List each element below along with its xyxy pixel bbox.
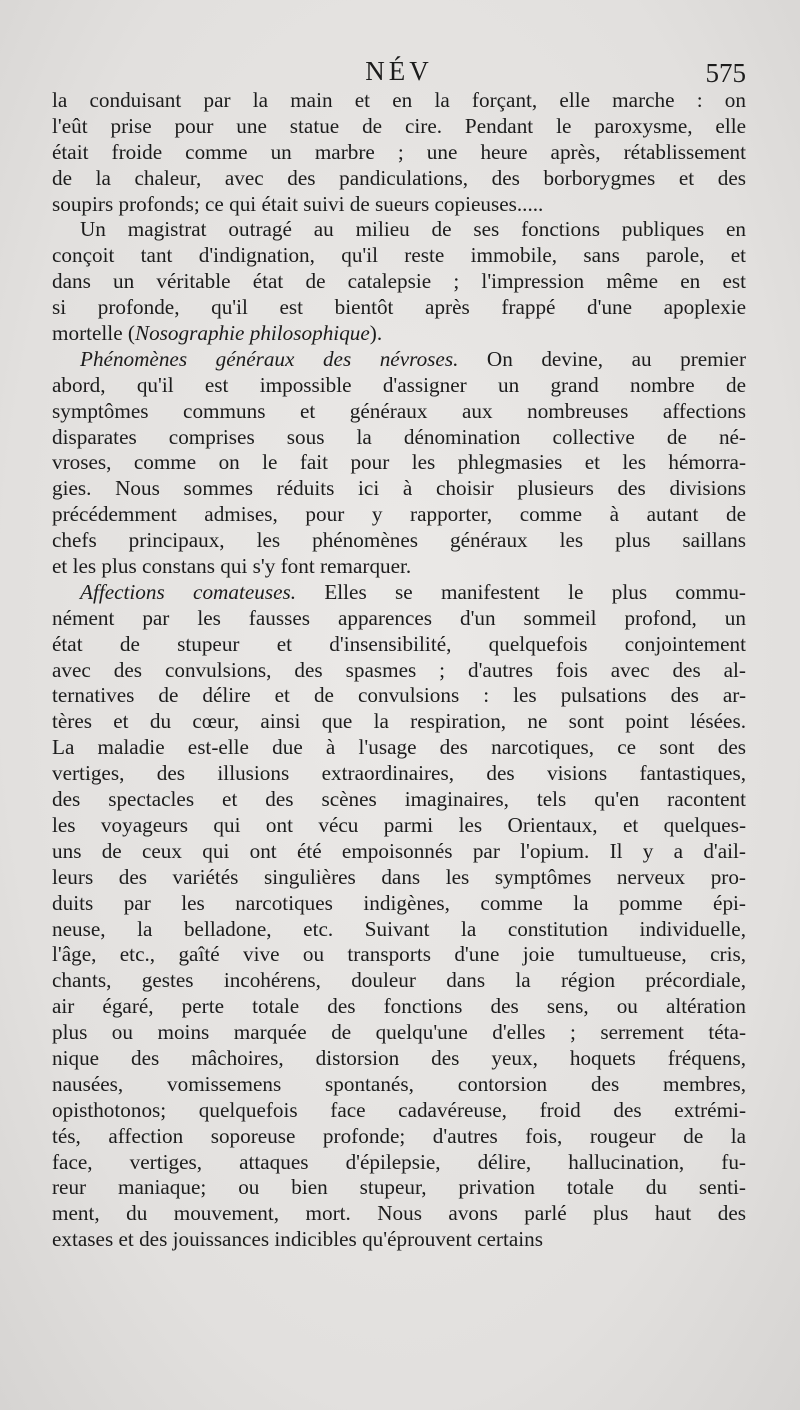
paragraph bbox=[52, 88, 746, 217]
text-line bbox=[52, 839, 746, 865]
text-line bbox=[52, 1201, 746, 1227]
text-segment: air égaré, perte totale des fonctions des sens, ou altération bbox=[52, 994, 746, 1019]
text-segment: Elles se manifestent le plus commu- bbox=[296, 579, 746, 604]
text-line bbox=[52, 1150, 746, 1176]
text-line bbox=[52, 1098, 746, 1124]
text-line bbox=[52, 114, 746, 140]
text-line bbox=[52, 1227, 746, 1253]
text-segment: Un magistrat outragé au milieu de ses fonctions publiques en bbox=[80, 217, 746, 242]
text-segment: leurs des variétés singulières dans les symptômes nerveux pro- bbox=[52, 864, 746, 889]
paragraph bbox=[52, 217, 746, 346]
text-segment: tères et du cœur, ainsi que la respiration, ne sont point lésées. bbox=[52, 709, 746, 734]
text-segment: chants, gestes incohérens, douleur dans la région précordiale, bbox=[52, 968, 746, 993]
text-line bbox=[52, 347, 746, 373]
running-head: NÉV bbox=[365, 56, 433, 86]
italic-text: Phénomènes généraux des névroses. bbox=[80, 346, 459, 371]
text-segment: état de stupeur et d'insensibilité, quelquefois conjointement bbox=[52, 631, 746, 656]
text-line bbox=[52, 942, 746, 968]
text-line bbox=[52, 1175, 746, 1201]
text-line bbox=[52, 761, 746, 787]
text-line bbox=[52, 813, 746, 839]
text-segment: nique des mâchoires, distorsion des yeux, hoquets fréquens, bbox=[52, 1045, 746, 1070]
text-segment: uns de ceux qui ont été empoisonnés par l'opium. Il y a d'ail- bbox=[52, 838, 746, 863]
text-line bbox=[52, 994, 746, 1020]
text-line bbox=[52, 1046, 746, 1072]
text-segment: chefs principaux, les phénomènes généraux les plus saillans bbox=[52, 528, 746, 553]
text-segment: extases et des jouissances indicibles qu'éprouvent certains bbox=[52, 1227, 543, 1252]
text-segment: avec des convulsions, des spasmes ; d'autres fois avec des al- bbox=[52, 657, 746, 682]
text-segment: mortelle ( bbox=[52, 321, 135, 346]
text-segment: abord, qu'il est impossible d'assigner un grand nombre de bbox=[52, 372, 746, 397]
text-segment: si profonde, qu'il est bientôt après frappé d'une apoplexie bbox=[52, 295, 746, 320]
text-segment: face, vertiges, attaques d'épilepsie, délire, hallucination, fu- bbox=[52, 1149, 746, 1174]
text-line bbox=[52, 580, 746, 606]
text-line bbox=[52, 450, 746, 476]
text-segment: vertiges, des illusions extraordinaires, des visions fantastiques, bbox=[52, 761, 746, 786]
text-segment: La maladie est-elle due à l'usage des narcotiques, ce sont des bbox=[52, 735, 746, 760]
text-segment: nément par les fausses apparences d'un sommeil profond, un bbox=[52, 605, 746, 630]
body-text bbox=[52, 88, 746, 1253]
text-line bbox=[52, 88, 746, 114]
text-segment: l'eût prise pour une statue de cire. Pendant le paroxysme, elle bbox=[52, 113, 746, 138]
page-number: 575 bbox=[705, 58, 746, 88]
text-line bbox=[52, 166, 746, 192]
text-segment: conçoit tant d'indignation, qu'il reste immobile, sans parole, et bbox=[52, 243, 746, 268]
text-line bbox=[52, 502, 746, 528]
text-segment: les voyageurs qui ont vécu parmi les Orientaux, et quelques- bbox=[52, 812, 746, 837]
text-line bbox=[52, 683, 746, 709]
text-segment: tés, affection soporeuse profonde; d'autres fois, rougeur de la bbox=[52, 1123, 746, 1148]
text-segment: gies. Nous sommes réduits ici à choisir plusieurs des divisions bbox=[52, 476, 746, 501]
text-line bbox=[52, 658, 746, 684]
text-line bbox=[52, 865, 746, 891]
text-segment: vroses, comme on le fait pour les phlegmasies et les hémorra- bbox=[52, 450, 746, 475]
text-line bbox=[52, 243, 746, 269]
text-line bbox=[52, 606, 746, 632]
text-line bbox=[52, 787, 746, 813]
text-line bbox=[52, 217, 746, 243]
text-line bbox=[52, 709, 746, 735]
text-segment: ternatives de délire et de convulsions : les pulsations des ar- bbox=[52, 683, 746, 708]
text-segment: On devine, au premier bbox=[458, 346, 746, 371]
text-segment: était froide comme un marbre ; une heure après, rétablissement bbox=[52, 139, 746, 164]
text-line bbox=[52, 1124, 746, 1150]
text-line bbox=[52, 269, 746, 295]
text-segment: et les plus constans qui s'y font remarquer. bbox=[52, 554, 412, 579]
text-line bbox=[52, 425, 746, 451]
text-line bbox=[52, 554, 746, 580]
text-line bbox=[52, 192, 746, 218]
text-segment: disparates comprises sous la dénomination collective de né- bbox=[52, 424, 746, 449]
text-line bbox=[52, 528, 746, 554]
text-line bbox=[52, 321, 746, 347]
text-segment: l'âge, etc., gaîté vive ou transports d'une joie tumultueuse, cris, bbox=[52, 942, 746, 967]
text-line bbox=[52, 968, 746, 994]
text-line bbox=[52, 295, 746, 321]
text-segment: précédemment admises, pour y rapporter, comme à autant de bbox=[52, 502, 746, 527]
text-segment: soupirs profonds; ce qui était suivi de sueurs copieuses..... bbox=[52, 191, 544, 216]
text-line bbox=[52, 399, 746, 425]
italic-text: Affections comateuses. bbox=[80, 579, 297, 604]
italic-text: Nosographie philosophique bbox=[134, 321, 370, 346]
text-segment: opisthotonos; quelquefois face cadavéreuse, froid des extrémi- bbox=[52, 1097, 746, 1122]
paragraph bbox=[52, 347, 746, 580]
text-line bbox=[52, 891, 746, 917]
text-line bbox=[52, 476, 746, 502]
text-segment: duits par les narcotiques indigènes, comme la pomme épi- bbox=[52, 890, 746, 915]
text-segment: des spectacles et des scènes imaginaires, tels qu'en racontent bbox=[52, 787, 746, 812]
text-segment: ). bbox=[369, 321, 383, 346]
text-line bbox=[52, 917, 746, 943]
text-line bbox=[52, 1020, 746, 1046]
text-line bbox=[52, 140, 746, 166]
paragraph bbox=[52, 580, 746, 1253]
text-segment: reur maniaque; ou bien stupeur, privation totale du senti- bbox=[52, 1175, 746, 1200]
text-segment: ment, du mouvement, mort. Nous avons parlé plus haut des bbox=[52, 1201, 746, 1226]
text-segment: plus ou moins marquée de quelqu'une d'elles ; serrement téta- bbox=[52, 1020, 746, 1045]
text-line bbox=[52, 632, 746, 658]
text-segment: de la chaleur, avec des pandiculations, des borborygmes et des bbox=[52, 165, 746, 190]
text-line bbox=[52, 373, 746, 399]
text-segment: la conduisant par la main et en la forçant, elle marche : on bbox=[52, 88, 746, 112]
text-segment: dans un véritable état de catalepsie ; l'impression même en est bbox=[52, 269, 746, 294]
text-line bbox=[52, 1072, 746, 1098]
text-segment: neuse, la belladone, etc. Suivant la constitution individuelle, bbox=[52, 916, 746, 941]
text-segment: nausées, vomissemens spontanés, contorsion des membres, bbox=[52, 1071, 746, 1096]
text-line bbox=[52, 735, 746, 761]
text-segment: symptômes communs et généraux aux nombreuses affections bbox=[52, 398, 746, 423]
